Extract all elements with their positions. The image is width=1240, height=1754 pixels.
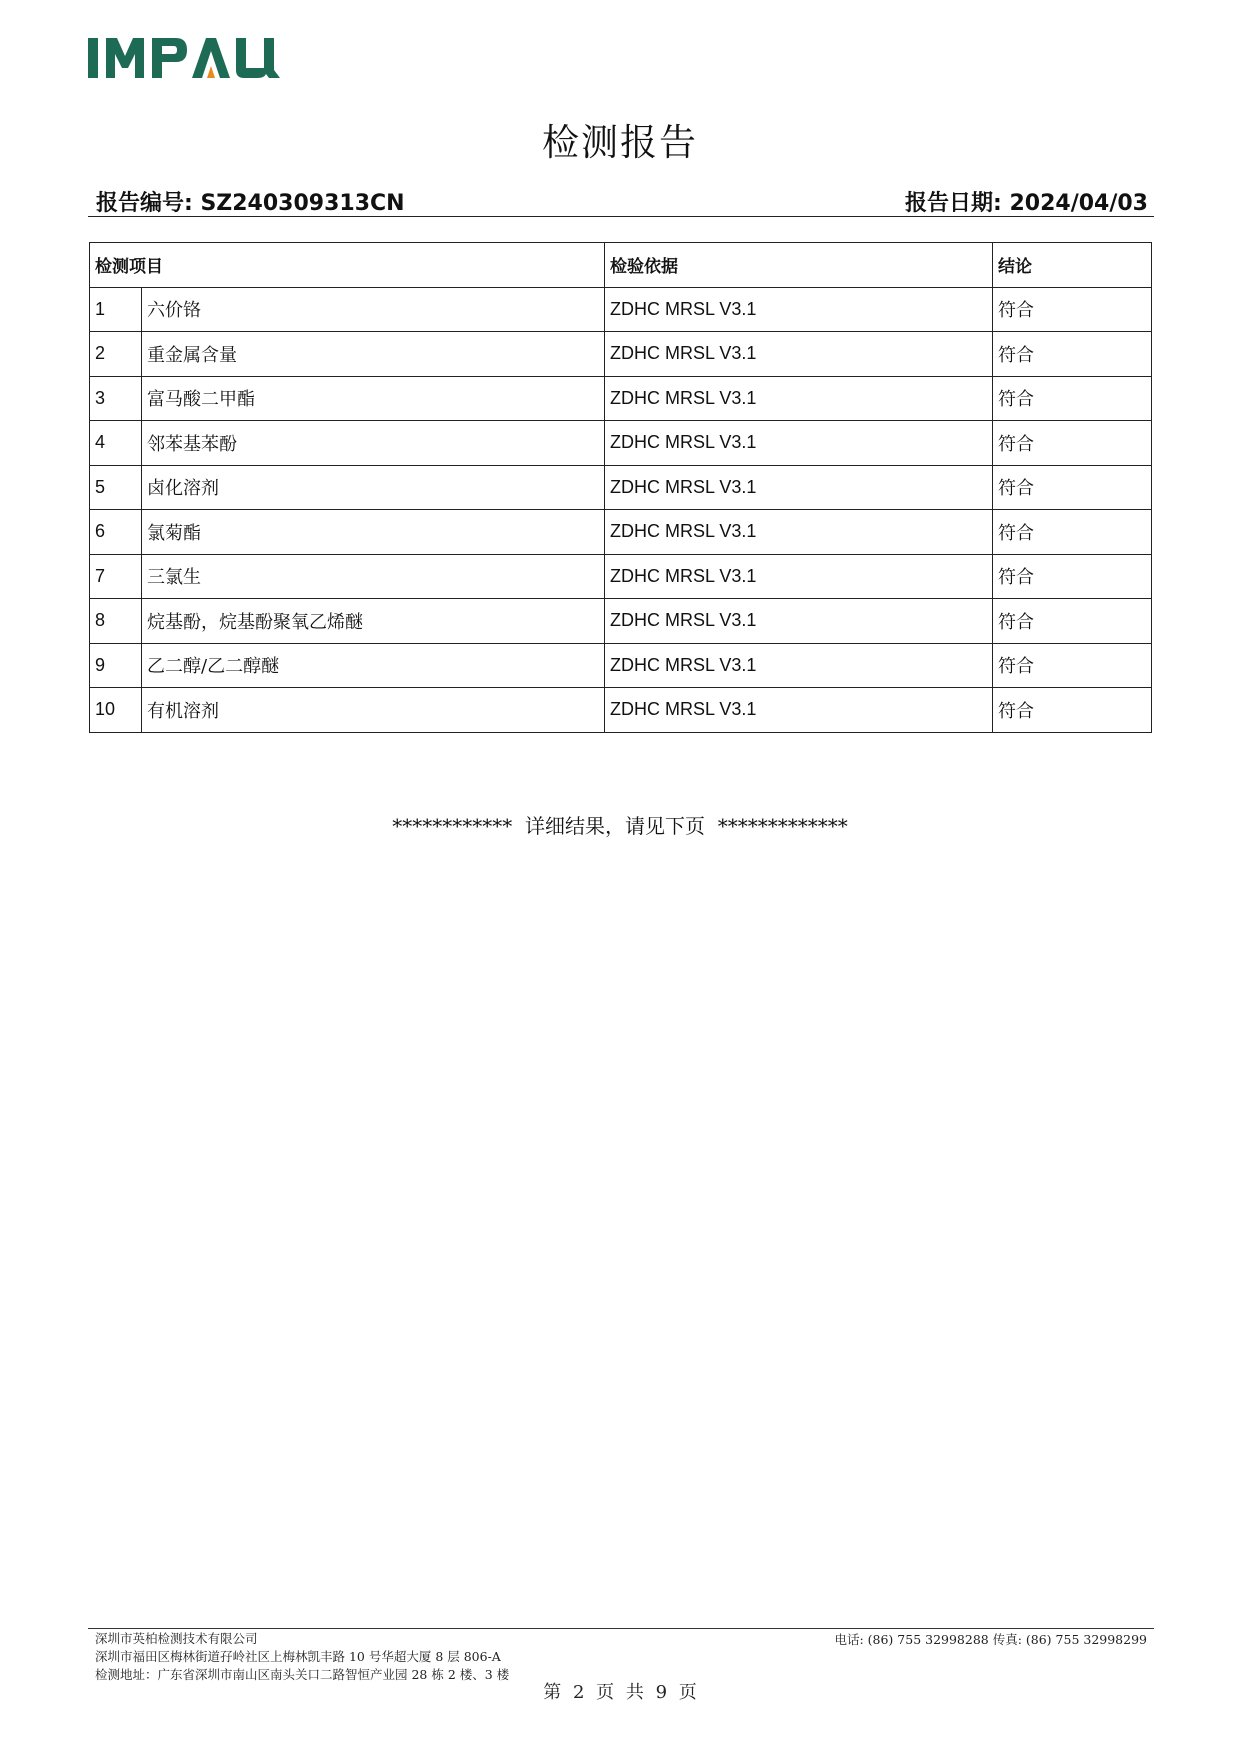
see-next-page-note: ************ 详细结果，请见下页 ************* <box>392 814 848 838</box>
test-standard: ZDHC MRSL V3.1 <box>605 688 993 733</box>
row-number: 3 <box>90 376 142 421</box>
test-result: 符合 <box>993 599 1152 644</box>
test-result: 符合 <box>993 510 1152 555</box>
test-result: 符合 <box>993 287 1152 332</box>
table-header-row <box>90 243 1152 288</box>
test-result: 符合 <box>993 332 1152 377</box>
page-number: 第 2 页 共 9 页 <box>543 1682 697 1703</box>
footer-company-name: 深圳市英柏检测技术有限公司 <box>95 1631 258 1646</box>
impaq-logo <box>88 34 298 82</box>
row-number: 2 <box>90 332 142 377</box>
footer-contact: 电话: (86) 755 32998288 传真: (86) 755 32998299 <box>834 1632 1147 1647</box>
header-conclusion: 结论 <box>993 243 1152 288</box>
test-standard: ZDHC MRSL V3.1 <box>605 376 993 421</box>
table-row <box>90 465 1152 510</box>
test-item-name: 卤化溶剂 <box>142 465 605 510</box>
table-row <box>90 421 1152 466</box>
test-item-name: 乙二醇/乙二醇醚 <box>142 643 605 688</box>
report-title: 检测报告 <box>542 121 698 164</box>
test-item-name: 有机溶剂 <box>142 688 605 733</box>
table-row <box>90 643 1152 688</box>
test-standard: ZDHC MRSL V3.1 <box>605 599 993 644</box>
header-basis: 检验依据 <box>605 243 993 288</box>
row-number: 10 <box>90 688 142 733</box>
test-item-name: 三氯生 <box>142 554 605 599</box>
table-row <box>90 510 1152 555</box>
table-row <box>90 599 1152 644</box>
row-number: 5 <box>90 465 142 510</box>
test-item-name: 六价铬 <box>142 287 605 332</box>
table-row <box>90 287 1152 332</box>
test-standard: ZDHC MRSL V3.1 <box>605 332 993 377</box>
test-item-name: 重金属含量 <box>142 332 605 377</box>
test-item-name: 氯菊酯 <box>142 510 605 555</box>
row-number: 7 <box>90 554 142 599</box>
test-item-name: 烷基酚，烷基酚聚氧乙烯醚 <box>142 599 605 644</box>
test-standard: ZDHC MRSL V3.1 <box>605 510 993 555</box>
test-item-name: 邻苯基苯酚 <box>142 421 605 466</box>
test-standard: ZDHC MRSL V3.1 <box>605 421 993 466</box>
test-result: 符合 <box>993 688 1152 733</box>
test-result: 符合 <box>993 376 1152 421</box>
test-standard: ZDHC MRSL V3.1 <box>605 643 993 688</box>
footer-address: 深圳市福田区梅林街道孖岭社区上梅林凯丰路 10 号华超大厦 8 层 806-A <box>95 1649 501 1664</box>
test-result: 符合 <box>993 554 1152 599</box>
test-standard: ZDHC MRSL V3.1 <box>605 287 993 332</box>
row-number: 4 <box>90 421 142 466</box>
row-number: 8 <box>90 599 142 644</box>
row-number: 6 <box>90 510 142 555</box>
test-result: 符合 <box>993 643 1152 688</box>
table-row <box>90 688 1152 733</box>
test-result: 符合 <box>993 421 1152 466</box>
row-number: 9 <box>90 643 142 688</box>
test-standard: ZDHC MRSL V3.1 <box>605 465 993 510</box>
test-item-name: 富马酸二甲酯 <box>142 376 605 421</box>
table-row <box>90 376 1152 421</box>
header-test-item: 检测项目 <box>90 243 605 288</box>
footer-divider <box>88 1628 1154 1629</box>
report-number: 报告编号: SZ240309313CN <box>96 191 405 216</box>
row-number: 1 <box>90 287 142 332</box>
footer-company-info <box>95 1630 509 1684</box>
report-date: 报告日期: 2024/04/03 <box>905 191 1148 216</box>
footer-test-address: 检测地址：广东省深圳市南山区南头关口二路智恒产业园 28 栋 2 楼、3 楼 <box>95 1667 510 1682</box>
test-standard: ZDHC MRSL V3.1 <box>605 554 993 599</box>
table-row <box>90 332 1152 377</box>
test-result: 符合 <box>993 465 1152 510</box>
table-row <box>90 554 1152 599</box>
test-summary-table <box>89 242 1152 733</box>
report-meta <box>88 186 1154 217</box>
